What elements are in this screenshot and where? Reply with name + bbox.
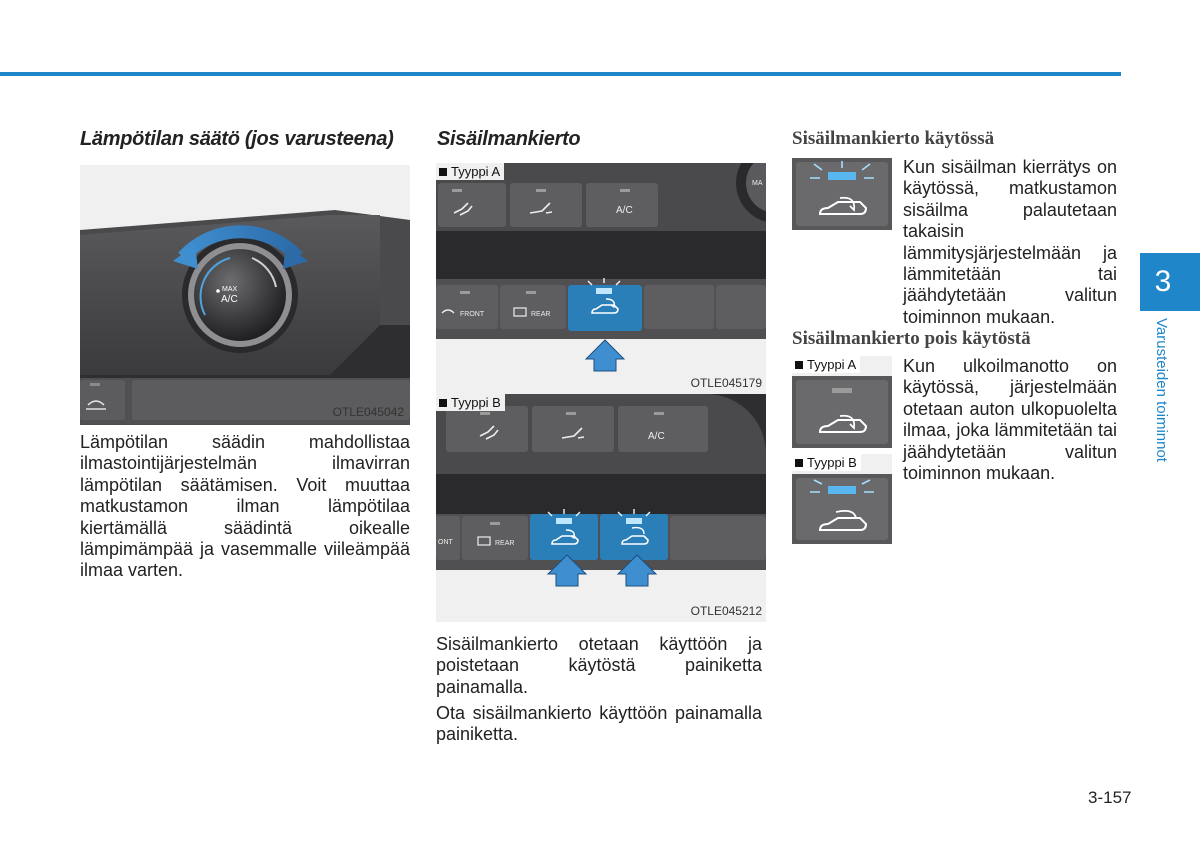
- icon-recirculation-off-type-a: [792, 356, 892, 448]
- figure-temperature-knob: [80, 165, 410, 425]
- rear-defrost-label: REAR: [531, 311, 551, 318]
- heading-recirculation-off: Sisäilmankierto pois käytöstä: [792, 328, 1031, 349]
- recirculation-para-2: Ota sisäilmankierto käyttöön painamalla painiketta.: [436, 703, 762, 745]
- chapter-tab: 3: [1140, 253, 1200, 311]
- ac-button-label: A/C: [616, 205, 633, 216]
- top-rule: [0, 72, 1121, 76]
- square-bullet-icon: [439, 399, 447, 407]
- type-a-label: Tyyppi A: [792, 356, 860, 373]
- figure-recirculation-type-b: [436, 394, 766, 622]
- knob-max-label: MAX: [222, 286, 238, 293]
- heading-recirculation-on: Sisäilmankierto käytössä: [792, 128, 995, 149]
- type-a-panel-illustration: [436, 163, 766, 394]
- max-label: MA: [752, 180, 763, 187]
- front-defrost-label: FRONT: [460, 311, 485, 318]
- square-bullet-icon: [439, 168, 447, 176]
- recirculation-on-icon: [792, 158, 892, 230]
- square-bullet-icon: [795, 361, 803, 369]
- figure-recirculation-type-a: [436, 163, 766, 394]
- figure-code: OTLE045042: [332, 405, 404, 419]
- type-b-panel-illustration: [436, 394, 766, 622]
- figure-code: OTLE045212: [690, 604, 762, 618]
- rear-defrost-label: REAR: [495, 540, 515, 547]
- temperature-body-text: Lämpötilan säädin mahdollistaa ilmastointijärjestelmän ilmavirran lämpötilan säätämisen. Voit muuttaa matkustamon ilman lämpötilaa kiertämällä säädintä oikealle lämpimämpää ja vasemmalle viileämpää ilmaa varten.: [80, 432, 410, 581]
- ac-button-label: A/C: [648, 431, 665, 442]
- knob-ac-label: A/C: [221, 294, 238, 305]
- figure-code: OTLE045179: [690, 376, 762, 390]
- front-defrost-label: ONT: [438, 539, 453, 546]
- type-b-label: Tyyppi B: [436, 394, 505, 411]
- recirculation-off-text: Kun ulkoilmanotto on käytössä, järjestelmään otetaan auton ulkopuolelta ilmaa, joka lämmitetään tai jäähdytetään valitun toiminnon mukaan.: [903, 356, 1117, 484]
- chapter-title-vertical: Varusteiden toiminnot: [1153, 318, 1170, 462]
- section-heading-recirculation: Sisäilmankierto: [437, 128, 581, 150]
- icon-recirculation-off-type-b: [792, 454, 892, 544]
- type-b-label: Tyyppi B: [792, 454, 861, 471]
- section-heading-temperature: Lämpötilan säätö (jos varusteena): [80, 128, 394, 150]
- square-bullet-icon: [795, 459, 803, 467]
- page-number: 3-157: [1088, 788, 1132, 807]
- recirculation-on-text: Kun sisäilman kierrätys on käytössä, matkustamon sisäilma palautetaan takaisin lämmitysjärjestelmään ja lämmitetään tai jäähdytetään valitun toiminnon mukaan.: [903, 157, 1117, 327]
- type-a-label: Tyyppi A: [436, 163, 504, 180]
- recirculation-para-1: Sisäilmankierto otetaan käyttöön ja poistetaan käytöstä painiketta painamalla.: [436, 634, 762, 697]
- press-arrow-icon: [586, 340, 624, 371]
- icon-recirculation-on: [792, 158, 892, 230]
- temperature-knob-illustration: [80, 165, 410, 425]
